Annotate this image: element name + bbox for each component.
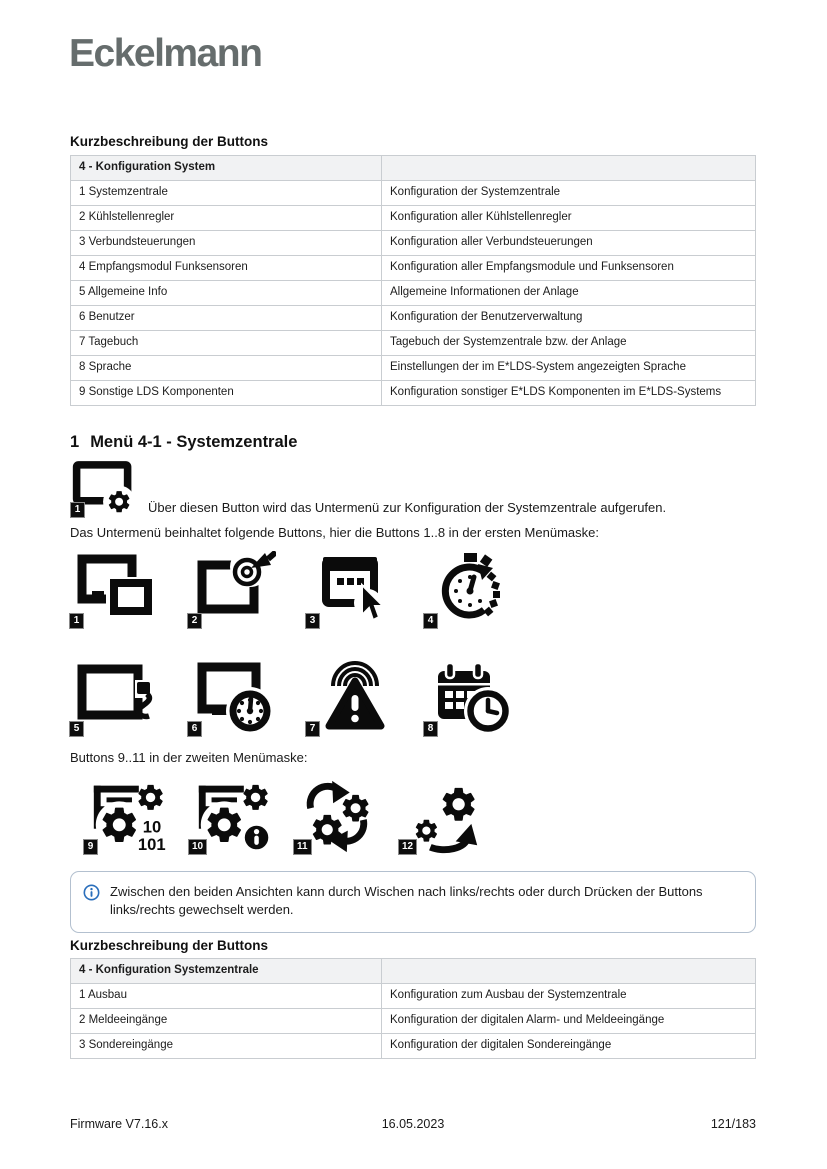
icon-badge: 11 (293, 839, 312, 855)
page-footer (70, 1117, 756, 1137)
button-name-cell: 4 Empfangsmodul Funksensoren (71, 256, 382, 281)
svg-text:10: 10 (142, 817, 162, 837)
display-target-icon (190, 551, 276, 633)
footer-page-number: 121/183 (710, 1117, 756, 1131)
stopwatch-icon (426, 551, 512, 633)
table-row (71, 331, 756, 356)
svg-text:101: 101 (137, 835, 166, 855)
icon-badge: 7 (305, 721, 320, 737)
button-description-cell: Konfiguration der digitalen Alarm- und Meldeeingänge (382, 1009, 756, 1034)
table-header-cell-empty (382, 959, 756, 984)
icon-badge: 1 (69, 613, 84, 629)
footer-date: 16.05.2023 (381, 1117, 445, 1131)
buttons-table-konfiguration-systemzentrale (70, 958, 756, 1059)
button-name-cell: 1 Systemzentrale (71, 181, 382, 206)
table-header-row (71, 156, 756, 181)
icon-badge: 10 (188, 839, 207, 855)
button-name-cell: 7 Tagebuch (71, 331, 382, 356)
display-gear-icon (70, 460, 140, 518)
button-name-cell: 9 Sonstige LDS Komponenten (71, 381, 382, 406)
button-icon-row-1 (72, 551, 512, 633)
info-note (70, 871, 756, 933)
buttons-table-konfiguration-system (70, 155, 756, 406)
icon-badge: 9 (83, 839, 98, 855)
antenna-alarm-icon (308, 659, 394, 741)
table-row (71, 256, 756, 281)
table-row (71, 984, 756, 1009)
intro-text: Über diesen Button wird das Untermenü zur Konfiguration der Systemzentrale aufgerufen. (148, 500, 667, 515)
display-cursor-icon (308, 551, 394, 633)
button-name-cell: 3 Verbundsteuerungen (71, 231, 382, 256)
table-row (71, 181, 756, 206)
paragraph-mask1: Das Untermenü beinhaltet folgende Buttons, hier die Buttons 1..8 in der ersten Menümaske: (70, 525, 599, 540)
button-name-cell: 6 Benutzer (71, 306, 382, 331)
table-row (71, 306, 756, 331)
table-row (71, 1009, 756, 1034)
calendar-clock-icon (426, 659, 512, 741)
icon-badge: 5 (69, 721, 84, 737)
footer-firmware-version: Firmware V7.16.x (70, 1117, 168, 1131)
button-icon-row-2 (72, 659, 512, 741)
icon-badge: 8 (423, 721, 438, 737)
gears-sync-icon (296, 777, 382, 859)
button-description-cell: Allgemeine Informationen der Anlage (382, 281, 756, 306)
table-header-row (71, 959, 756, 984)
display-expand-icon (72, 551, 158, 633)
icon-badge: 3 (305, 613, 320, 629)
paragraph-mask2: Buttons 9..11 in der zweiten Menümaske: (70, 750, 308, 765)
chapter-title: Menü 4-1 - Systemzentrale (90, 433, 298, 451)
table-row (71, 281, 756, 306)
table-header-cell-empty (382, 156, 756, 181)
table-row (71, 381, 756, 406)
table-row (71, 231, 756, 256)
icon-badge: 12 (398, 839, 417, 855)
company-logo: Eckelmann (69, 32, 262, 75)
button-description-cell: Konfiguration der Systemzentrale (382, 181, 756, 206)
button-description-cell: Konfiguration zum Ausbau der Systemzentrale (382, 984, 756, 1009)
button-name-cell: 8 Sprache (71, 356, 382, 381)
table-header-cell: 4 - Konfiguration Systemzentrale (71, 959, 382, 984)
section-heading-buttons-2: Kurzbeschreibung der Buttons (70, 938, 269, 953)
chapter-heading (70, 433, 297, 452)
button-name-cell: 3 Sondereingänge (71, 1034, 382, 1059)
display-clock-icon (190, 659, 276, 741)
icon-badge: 2 (187, 613, 202, 629)
table-header-cell: 4 - Konfiguration System (71, 156, 382, 181)
button-description-cell: Konfiguration aller Empfangsmodule und Funksensoren (382, 256, 756, 281)
icon-badge: 1 (70, 502, 85, 518)
button-name-cell: 1 Ausbau (71, 984, 382, 1009)
button-description-cell: Einstellungen der im E*LDS-System angezeigten Sprache (382, 356, 756, 381)
table-row (71, 1034, 756, 1059)
button-name-cell: 2 Kühlstellenregler (71, 206, 382, 231)
button-description-cell: Konfiguration aller Kühlstellenregler (382, 206, 756, 231)
gears-info-icon (191, 777, 277, 859)
info-note-text: Zwischen den beiden Ansichten kann durch Wischen nach links/rechts oder durch Drücken der Buttons links/rechts gewechselt werden. (110, 884, 703, 918)
info-icon (83, 883, 100, 920)
button-icon-row-3 (86, 777, 487, 859)
button-description-cell: Konfiguration der Benutzerverwaltung (382, 306, 756, 331)
icon-badge: 6 (187, 721, 202, 737)
section-heading-buttons-1: Kurzbeschreibung der Buttons (70, 134, 269, 149)
gears-binary-icon (86, 777, 172, 859)
button-name-cell: 2 Meldeeingänge (71, 1009, 382, 1034)
button-description-cell: Konfiguration der digitalen Sondereingänge (382, 1034, 756, 1059)
table-row (71, 206, 756, 231)
chapter-number: 1 (70, 433, 80, 451)
button-description-cell: Konfiguration aller Verbundsteuerungen (382, 231, 756, 256)
display-cable-icon (72, 659, 158, 741)
button-name-cell: 5 Allgemeine Info (71, 281, 382, 306)
gears-update-icon (401, 777, 487, 859)
button-description-cell: Tagebuch der Systemzentrale bzw. der Anlage (382, 331, 756, 356)
button-description-cell: Konfiguration sonstiger E*LDS Komponenten im E*LDS-Systems (382, 381, 756, 406)
intro-row (70, 460, 756, 518)
table-row (71, 356, 756, 381)
icon-badge: 4 (423, 613, 438, 629)
